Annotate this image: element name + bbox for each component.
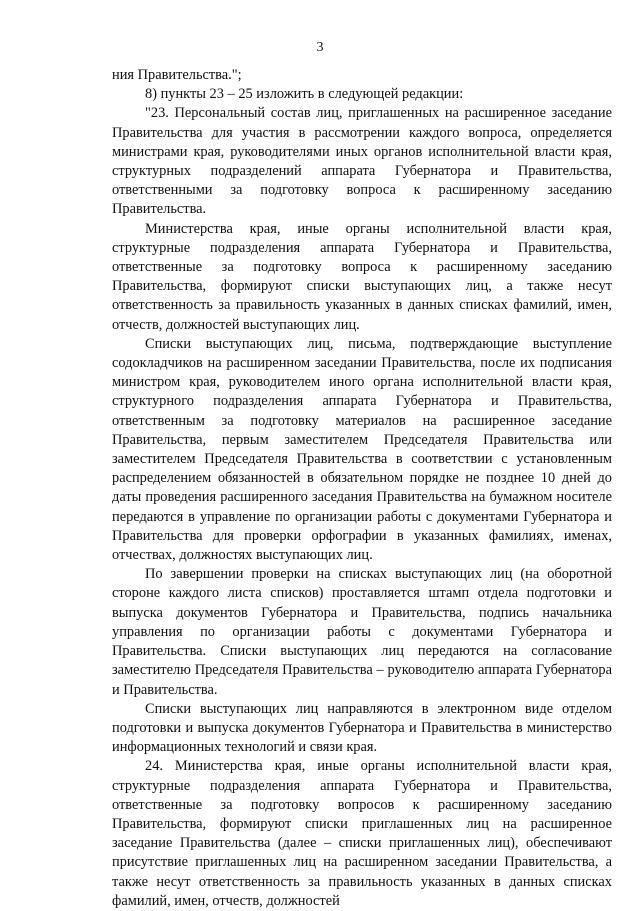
paragraph: "23. Персональный состав лиц, приглашенных на расширенное заседание Правительства для участия в рассмотрении каждого вопроса, определяется министрами края, руководителями иных органов исполнительной власти края, структурных подразделений аппарата Губернатора и Правительства, ответственными за подготовку вопроса к расширенному заседанию Правительства. <box>112 105 612 218</box>
paragraph: Министерства края, иные органы исполнительной власти края, структурные подразделения аппарата Губернатора и Правительства, ответственные за подготовку вопроса к расширенному заседанию Правительства, формируют списки выступающих лиц, а также несут ответственность за правильность указанных в данных списках фамилий, имен, отчеств, должностей выступающих лиц. <box>112 220 612 333</box>
paragraph: ния Правительства."; <box>112 67 242 83</box>
paragraph: По завершении проверки на списках выступающих лиц (на оборотной стороне каждого листа списков) проставляется штамп отдела подготовки и выпуска документов Губернатора и Правительства, подпись начальника управления по организации работы с документами Губернатора и Правительства. Списки выступающих лиц передаются на согласование заместителю Председателя Правительства – руководителю аппарата Губернатора и Правительства. <box>112 566 612 698</box>
paragraph: Списки выступающих лиц направляются в электронном виде отделом подготовки и выпуска документов Губернатора и Правительства в министерство информационных технологий и связи края. <box>112 700 612 756</box>
paragraph: 8) пункты 23 – 25 изложить в следующей редакции: <box>145 86 464 103</box>
page-number: 3 <box>316 40 324 55</box>
document-body <box>112 66 612 911</box>
paragraph: 24. Министерства края, иные органы исполнительной власти края, структурные подразделения аппарата Губернатора и Правительства, ответственные за подготовку вопросов к расширенному заседанию Правительства, формируют списки приглашенных лиц на расширенное заседание Правительства (далее – списки приглашенных лиц), обеспечивают присутствие приглашенных лиц на расширенном заседании Правительства, а также несут ответственность за правильность указанных в данных списках фамилий, имен, отчеств, должностей <box>112 758 612 909</box>
paragraph: Списки выступающих лиц, письма, подтверждающие выступление содокладчиков на расширенном заседании Правительства, после их подписания министром края, руководителем иного органа исполнительной власти края, структурного подразделения аппарата Губернатора и Правительства, ответственным за подготовку материалов на расширенное заседание Правительства, первым заместителем Председателя Правительства или заместителем Председателя Правительства в соответствии с установленным распределением обязанностей в обязательном порядке не позднее 10 дней до даты проведения расширенного заседания Правительства на бумажном носителе передаются в управление по организации работы с документами Губернатора и Правительства для проверки орфографии в указанных фамилиях, именах, отчествах, должностях выступающих лиц. <box>112 335 612 564</box>
